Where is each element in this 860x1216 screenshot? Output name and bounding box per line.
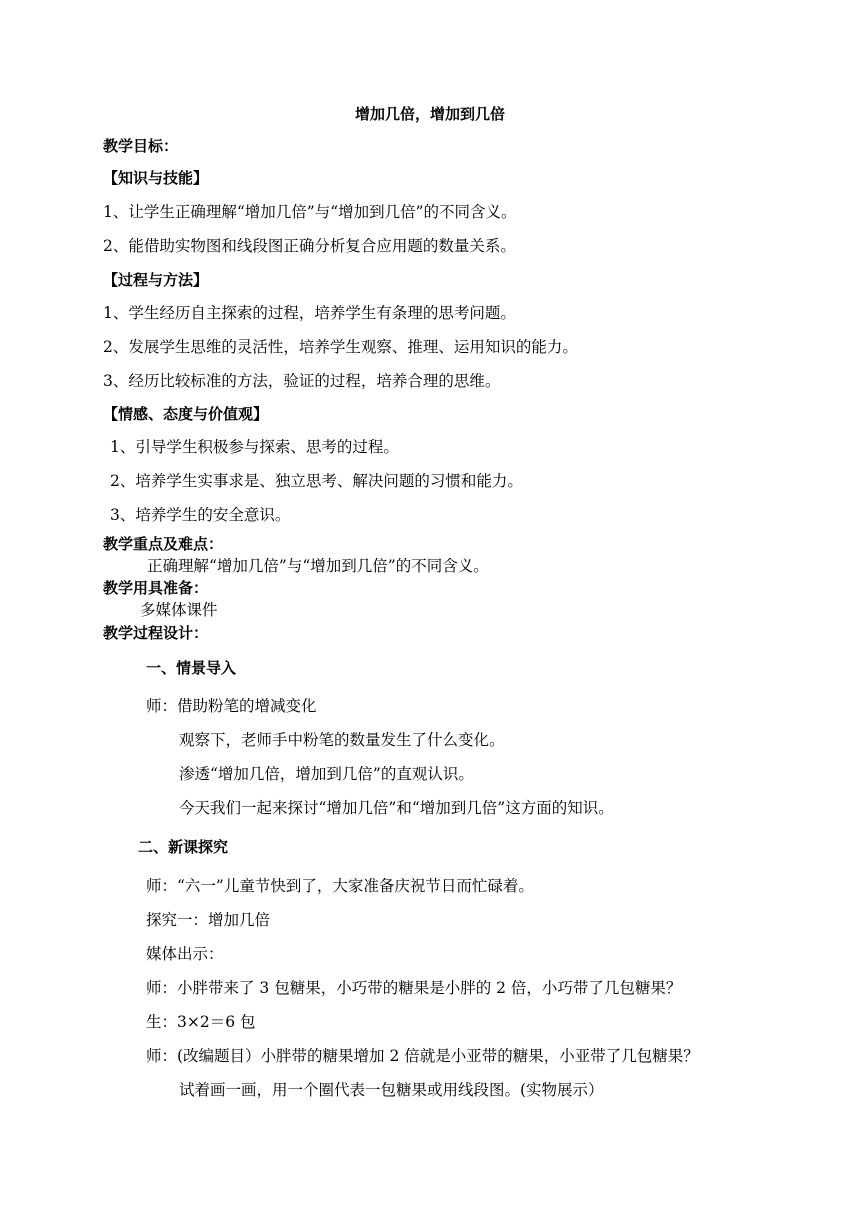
emotion-item-2: 2、培养学生实事求是、独立思考、解决问题的习惯和能力。 bbox=[110, 472, 523, 490]
section-2-line-7: 试着画一画，用一个圈代表一包糖果或用线段图。(实物展示） bbox=[179, 1081, 604, 1099]
section-2-line-5: 生：3×2＝6 包 bbox=[146, 1013, 256, 1031]
emotion-item-1: 1、引导学生积极参与探索、思考的过程。 bbox=[110, 438, 399, 456]
process-methods-heading: 【过程与方法】 bbox=[103, 271, 209, 289]
process-item-2: 2、发展学生思维的灵活性，培养学生观察、推理、运用知识的能力。 bbox=[103, 338, 578, 356]
section-1-line-2: 观察下，老师手中粉笔的数量发生了什么变化。 bbox=[179, 731, 505, 749]
section-1-line-3: 渗透“增加几倍，增加到几倍”的直观认识。 bbox=[179, 765, 474, 783]
objectives-heading: 教学目标： bbox=[103, 137, 179, 155]
key-points-heading: 教学重点及难点： bbox=[103, 535, 224, 553]
knowledge-item-1: 1、让学生正确理解“增加几倍”与“增加到几倍”的不同含义。 bbox=[103, 203, 517, 221]
process-item-3: 3、经历比较标准的方法，验证的过程，培养合理的思维。 bbox=[103, 372, 501, 390]
knowledge-skills-heading: 【知识与技能】 bbox=[103, 169, 209, 187]
process-item-1: 1、学生经历自主探索的过程，培养学生有条理的思考问题。 bbox=[103, 304, 516, 322]
section-2-line-4: 师：小胖带来了 3 包糖果，小巧带的糖果是小胖的 2 倍，小巧带了几包糖果？ bbox=[146, 979, 682, 997]
section-1-line-1: 师：借助粉笔的增减变化 bbox=[146, 697, 317, 715]
page-title: 增加几倍，增加到几倍 bbox=[354, 105, 505, 123]
section-2-line-1: 师：“六一”儿童节快到了，大家准备庆祝节日而忙碌着。 bbox=[146, 877, 534, 895]
emotion-item-3: 3、培养学生的安全意识。 bbox=[110, 506, 291, 524]
section-2-line-6: 师：(改编题目）小胖带的糖果增加 2 倍就是小亚带的糖果，小亚带了几包糖果？ bbox=[146, 1047, 699, 1065]
section-2-line-3: 媒体出示： bbox=[146, 945, 224, 963]
section-2-heading: 二、新课探究 bbox=[138, 838, 229, 856]
key-points-text: 正确理解“增加几倍”与“增加到几倍”的不同含义。 bbox=[147, 557, 489, 575]
design-heading: 教学过程设计： bbox=[103, 624, 209, 642]
tools-heading: 教学用具准备： bbox=[103, 579, 209, 597]
tools-text: 多媒体课件 bbox=[140, 601, 218, 619]
knowledge-item-2: 2、能借助实物图和线段图正确分析复合应用题的数量关系。 bbox=[103, 237, 516, 255]
section-2-line-2: 探究一：增加几倍 bbox=[146, 911, 271, 929]
section-1-line-4: 今天我们一起来探讨“增加几倍”和“增加到几倍”这方面的知识。 bbox=[179, 799, 614, 817]
section-1-heading: 一、情景导入 bbox=[146, 659, 237, 677]
emotion-values-heading: 【情感、态度与价值观】 bbox=[103, 405, 269, 423]
